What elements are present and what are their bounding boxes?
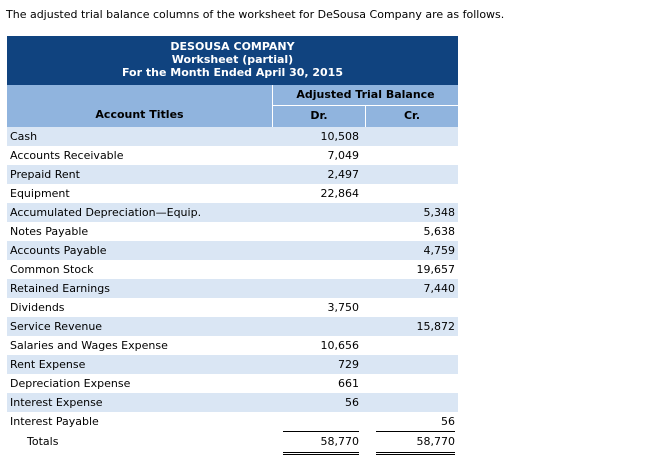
worksheet-header [7, 36, 458, 85]
table-row [7, 146, 458, 165]
account-titles-header: Account Titles [7, 85, 273, 127]
credit-value: 5,348 [423, 206, 455, 219]
account-title: Interest Expense [10, 396, 103, 409]
debit-value: 10,656 [320, 339, 359, 352]
account-title: Prepaid Rent [10, 168, 80, 181]
debit-value: 10,508 [320, 130, 359, 143]
credit-value: 7,440 [423, 282, 455, 295]
debit-value: 661 [338, 377, 359, 390]
worksheet-title: Worksheet (partial) [171, 53, 294, 66]
account-title: Depreciation Expense [10, 377, 131, 390]
account-title: Common Stock [10, 263, 94, 276]
worksheet-period: For the Month Ended April 30, 2015 [121, 66, 343, 79]
credit-value: 19,657 [416, 263, 455, 276]
account-title: Notes Payable [10, 225, 89, 238]
account-title: Accounts Payable [10, 244, 107, 257]
credit-value: 56 [441, 415, 455, 428]
debit-value: 56 [345, 396, 359, 409]
account-title: Cash [10, 130, 38, 143]
account-title: Accumulated Depreciation—Equip. [10, 206, 202, 219]
debit-header: Dr. [273, 106, 366, 127]
account-title: Rent Expense [10, 358, 86, 371]
account-rows [7, 127, 458, 431]
credit-value: 15,872 [416, 320, 455, 333]
table-row [7, 127, 458, 146]
table-row [7, 222, 458, 241]
table-row [7, 355, 458, 374]
table-row [7, 393, 458, 412]
table-row [7, 317, 458, 336]
table-row [7, 203, 458, 222]
intro-text: The adjusted trial balance columns of the worksheet for DeSousa Company are as follows. [6, 8, 505, 21]
credit-total: 58,770 [376, 431, 455, 455]
table-row [7, 374, 458, 393]
account-title: Dividends [10, 301, 65, 314]
adjusted-trial-balance-header: Adjusted Trial Balance [273, 85, 458, 106]
credit-value: 5,638 [423, 225, 455, 238]
table-row [7, 165, 458, 184]
table-row [7, 279, 458, 298]
debit-value: 22,864 [320, 187, 359, 200]
totals-label: Totals [27, 435, 59, 448]
totals-row [7, 431, 458, 453]
table-row [7, 298, 458, 317]
table-row [7, 241, 458, 260]
column-header [7, 85, 458, 127]
account-title: Accounts Receivable [10, 149, 124, 162]
worksheet-table [7, 36, 458, 453]
credit-header: Cr. [403, 109, 421, 122]
company-name: DESOUSA COMPANY [170, 40, 295, 53]
account-title: Interest Payable [10, 415, 99, 428]
table-row [7, 260, 458, 279]
account-title: Equipment [10, 187, 70, 200]
debit-value: 2,497 [327, 168, 359, 181]
table-row [7, 336, 458, 355]
debit-value: 7,049 [327, 149, 359, 162]
account-title: Salaries and Wages Expense [10, 339, 168, 352]
account-title: Service Revenue [10, 320, 103, 333]
debit-total: 58,770 [283, 431, 359, 455]
debit-value: 729 [338, 358, 359, 371]
table-row [7, 412, 458, 431]
credit-value: 4,759 [423, 244, 455, 257]
debit-value: 3,750 [327, 301, 359, 314]
table-row [7, 184, 458, 203]
account-title: Retained Earnings [10, 282, 110, 295]
